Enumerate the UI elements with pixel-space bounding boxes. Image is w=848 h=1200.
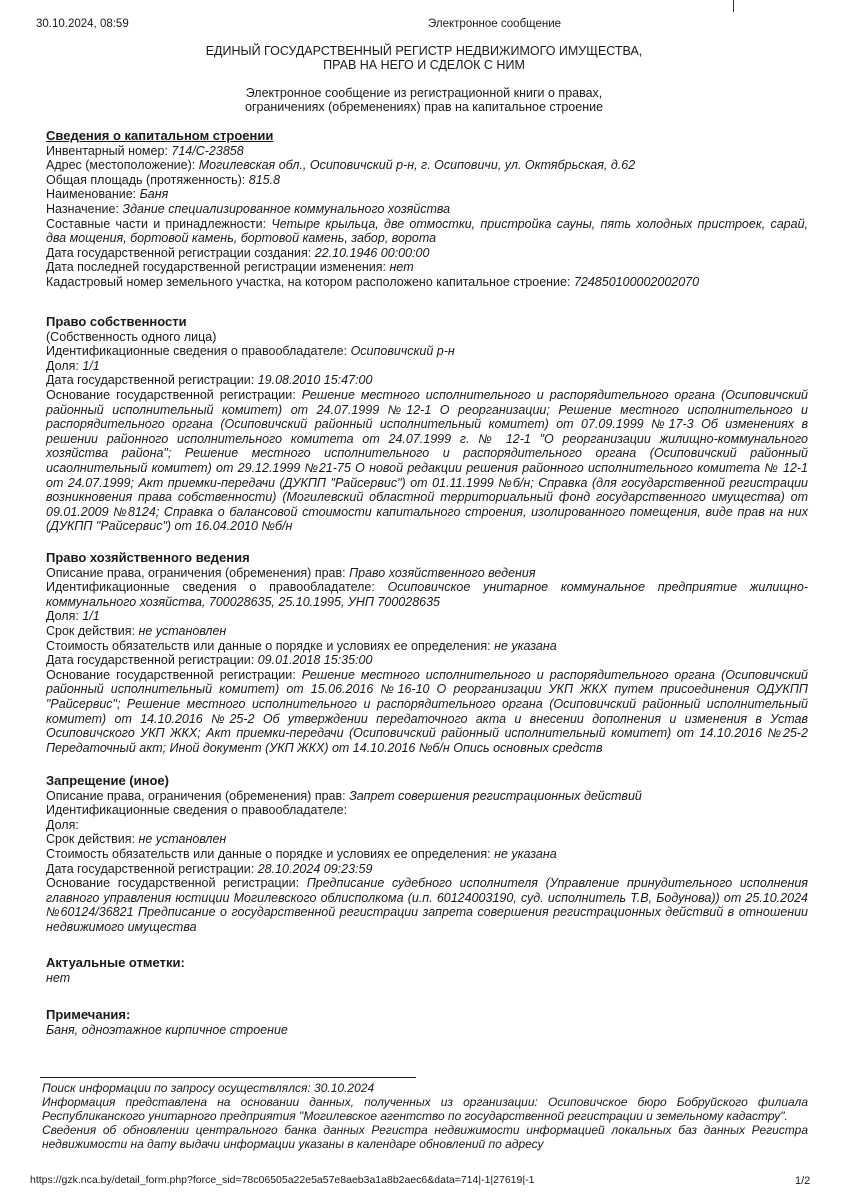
basis-label: Основание государственной регистрации:	[46, 667, 296, 682]
economic-right-section	[46, 551, 808, 755]
actual-marks-section	[46, 956, 808, 985]
name-value: Баня	[139, 187, 169, 202]
ownership-basis-row	[46, 388, 808, 534]
title-line-2: ПРАВ НА НЕГО И СДЕЛОК С НИМ	[323, 58, 525, 72]
last-change-row	[46, 260, 808, 275]
parts-row	[46, 217, 808, 246]
address-label: Адрес (местоположение):	[46, 158, 196, 173]
area-row	[46, 173, 808, 188]
notes-heading: Примечания:	[46, 1007, 131, 1022]
prohibition-basis-row	[46, 876, 808, 934]
holder-value: Осиповичское унитарное коммунальное предприятие жилищно-коммунального хозяйства, 700028635, 25.10.1995, УНП 700028635	[46, 580, 808, 609]
cadastral-value: 724850100002002070	[573, 274, 700, 289]
building-section	[46, 129, 808, 290]
cadastral-row	[46, 275, 808, 290]
basis-value: Решение местного исполнительного и распорядительного органа (Осиповичский районный исполнительный комитет) от 24.07.1999 №12-1 О реорганизации; Решение местного исполнительного и распорядительного органа (Осиповичский районный исполнительный комитет) от 07.09.1999 №17-3 Об изменениях в решении районного исполнительного комитета от 24.07.1999 г. № 12-1 "О реорганизации жилищно-коммунального хозяйства района"; Решение местного исполнительного и распорядительного органа (Осиповичский районный исаолнительный комитет) от 29.12.1999 №21-75 О новой редакции решения районного исполнительного комитета № 12-1 от 24.07.1999; Акт приемки-передачи (ДУКПП "Райсервис") от 01.11.1999 №б/н; Справка (для государственной регистрации возникновения права собственности) (Могилевский областной территориальный фонд государственного имущества) от 09.01.2009 №8124; Справка о балансовой стоимости капитального строения, изолированного помещения, виде прав на них (ДУКПП "Райсервис") от 16.04.2010 №б/н	[46, 387, 808, 534]
holder-label: Идентификационные сведения о правообладателе:	[46, 344, 348, 359]
print-datetime: 30.10.2024, 08:59	[36, 18, 129, 30]
desc-label: Описание права, ограничения (обременения) прав:	[46, 788, 346, 803]
term-value: не установлен	[138, 623, 227, 638]
building-heading: Сведения о капитальном строении	[46, 128, 274, 143]
actual-marks-heading: Актуальные отметки:	[46, 955, 185, 970]
reg-date-label: Дата государственной регистрации создания:	[46, 245, 312, 260]
area-label: Общая площадь (протяженность):	[46, 172, 246, 187]
reg-date-label: Дата государственной регистрации:	[46, 861, 255, 876]
notes-value: Баня, одноэтажное кирпичное строение	[46, 1022, 288, 1037]
inventory-label: Инвентарный номер:	[46, 143, 168, 158]
reg-date-value: 28.10.2024 09:23:59	[257, 861, 373, 876]
term-label: Срок действия:	[46, 623, 135, 638]
prohibition-cost-row	[46, 847, 808, 862]
reg-date-label: Дата государственной регистрации:	[46, 373, 255, 388]
economic-desc-row	[46, 566, 808, 581]
ownership-reg-date-row	[46, 373, 808, 388]
term-value: не установлен	[138, 832, 227, 847]
document-subtitle	[0, 86, 848, 114]
notes-section	[46, 1008, 808, 1037]
economic-share-row	[46, 609, 808, 624]
ownership-heading: Право собственности	[46, 314, 187, 329]
address-row	[46, 158, 808, 173]
desc-label: Описание права, ограничения (обременения) прав:	[46, 565, 346, 580]
reg-date-value: 22.10.1946 00:00:00	[314, 245, 430, 260]
cost-label: Стоимость обязательств или данные о порядке и условиях ее определения:	[46, 846, 491, 861]
prohibition-section	[46, 774, 808, 935]
reg-date-row	[46, 246, 808, 261]
parts-value: Четыре крыльца, две отмостки, пристройка сауны, пять холодных пристроек, сарай, два мощения, бортовой камень, бортовой камень, забор, ворота	[46, 216, 808, 246]
cost-value: не указана	[494, 638, 557, 653]
page-number: 1/2	[795, 1175, 811, 1187]
economic-right-heading: Право хозяйственного ведения	[46, 550, 250, 565]
document-title	[0, 44, 848, 72]
prohibition-holder-row	[46, 803, 808, 818]
desc-value: Право хозяйственного ведения	[349, 565, 536, 580]
page-url: https://gzk.nca.by/detail_form.php?force_sid=78c06505a22e5a57e8aeb3a1a8b2aec6&data=714|-1|27619|-1	[30, 1174, 535, 1186]
basis-label: Основание государственной регистрации:	[46, 876, 300, 891]
basis-value: Решение местного исполнительного и распорядительного органа (Осиповичский районный исполнительный комитет) от 15.06.2016 №16-10 О реорганизации УКП ЖКХ путем присоединения ОДУКПП "Райсервис"; Решение местного исполнительного и распорядительного органа (Осиповичский районный исполнительный комитет) от 14.10.2016 №25-2 Об утверждении передаточного акта и внесении дополнения и изменения в Устав Осиповичского УКП ЖКХ; Акт приемки-передачи (Осиповичский районный исполнительный комитет) от 14.10.2016 №25-2 Передаточный акт; Иной документ (УКП ЖКХ) от 14.10.2016 №б/н Опись основных средств	[46, 667, 808, 755]
basis-label: Основание государственной регистрации:	[46, 387, 296, 402]
footer-update-info: Сведения об обновлении центрального банка данных Регистра недвижимости информацией локальных баз данных Регистра недвижимости на дату выдачи информации указаны в календаре обновлений по адресу	[42, 1123, 808, 1151]
share-label: Доля:	[46, 817, 79, 832]
basis-value: Предписание судебного исполнителя (Управление принудительного исполнения главного управления юстиции Могилевского облисполкома (и.п. 60124003190, суд. исполнитель Т.В, Бодунова)) от 25.10.2024 №60124/36821 Предписание о государственной регистрации запрета совершения регистрационных действий в отношении недвижимого имущества	[46, 876, 808, 934]
share-value: 1/1	[82, 358, 100, 373]
address-value: Могилевская обл., Осиповичский р-н, г. Осиповичи, ул. Октябрьская, д.62	[198, 158, 636, 173]
last-change-value: нет	[389, 260, 414, 275]
desc-value: Запрет совершения регистрационных действий	[349, 788, 642, 803]
cost-value: не указана	[494, 846, 557, 861]
prohibition-reg-date-row	[46, 862, 808, 877]
footer-search-date: Поиск информации по запросу осуществлялся: 30.10.2024	[42, 1081, 375, 1095]
last-change-label: Дата последней государственной регистрации изменения:	[46, 260, 387, 275]
document-type: Электронное сообщение	[428, 18, 562, 30]
footer-notes	[42, 1081, 808, 1151]
term-label: Срок действия:	[46, 832, 135, 847]
ownership-share-row	[46, 359, 808, 374]
share-label: Доля:	[46, 358, 79, 373]
share-value: 1/1	[82, 609, 100, 624]
prohibition-heading: Запрещение (иное)	[46, 773, 169, 788]
economic-cost-row	[46, 639, 808, 654]
footer-divider	[40, 1077, 416, 1078]
inventory-row	[46, 144, 808, 159]
parts-label: Составные части и принадлежности:	[46, 216, 267, 231]
purpose-row	[46, 202, 808, 217]
title-line-1: ЕДИНЫЙ ГОСУДАРСТВЕННЫЙ РЕГИСТР НЕДВИЖИМОГО ИМУЩЕСТВА,	[205, 44, 643, 58]
holder-label: Идентификационные сведения о правообладателе:	[46, 803, 348, 818]
cost-label: Стоимость обязательств или данные о порядке и условиях ее определения:	[46, 638, 491, 653]
footer-source: Информация представлена на основании данных, полученных из организации: Осиповичское бюро Бобруйского филиала Республиканского унитарного предприятия "Могилевское агентство по государственной регистрации и земельному кадастру".	[42, 1095, 808, 1123]
reg-date-label: Дата государственной регистрации:	[46, 653, 255, 668]
subtitle-line-2: ограничениях (обременениях) прав на капитальное строение	[244, 100, 604, 114]
economic-term-row	[46, 624, 808, 639]
margin-mark	[733, 0, 734, 12]
holder-label: Идентификационные сведения о правообладателе:	[46, 580, 375, 595]
cadastral-label: Кадастровый номер земельного участка, на котором расположено капитальное строение:	[46, 274, 571, 289]
inventory-value: 714/C-23858	[171, 143, 244, 158]
reg-date-value: 09.01.2018 15:35:00	[257, 653, 373, 668]
purpose-value: Здание специализированное коммунального хозяйства	[122, 201, 451, 216]
area-value: 815.8	[248, 172, 281, 187]
prohibition-term-row	[46, 832, 808, 847]
name-row	[46, 187, 808, 202]
ownership-section	[46, 315, 808, 534]
prohibition-desc-row	[46, 789, 808, 804]
reg-date-value: 19.08.2010 15:47:00	[257, 373, 373, 388]
subtitle-line-1: Электронное сообщение из регистрационной книги о правах,	[245, 86, 603, 100]
economic-holder-row	[46, 580, 808, 609]
ownership-type: (Собственность одного лица)	[46, 329, 217, 344]
share-label: Доля:	[46, 609, 79, 624]
prohibition-share-row	[46, 818, 808, 833]
actual-marks-value: нет	[46, 970, 71, 985]
name-label: Наименование:	[46, 187, 137, 202]
economic-basis-row	[46, 668, 808, 756]
purpose-label: Назначение:	[46, 201, 119, 216]
ownership-holder-row	[46, 344, 808, 359]
holder-value: Осиповичский р-н	[350, 344, 455, 359]
economic-reg-date-row	[46, 653, 808, 668]
